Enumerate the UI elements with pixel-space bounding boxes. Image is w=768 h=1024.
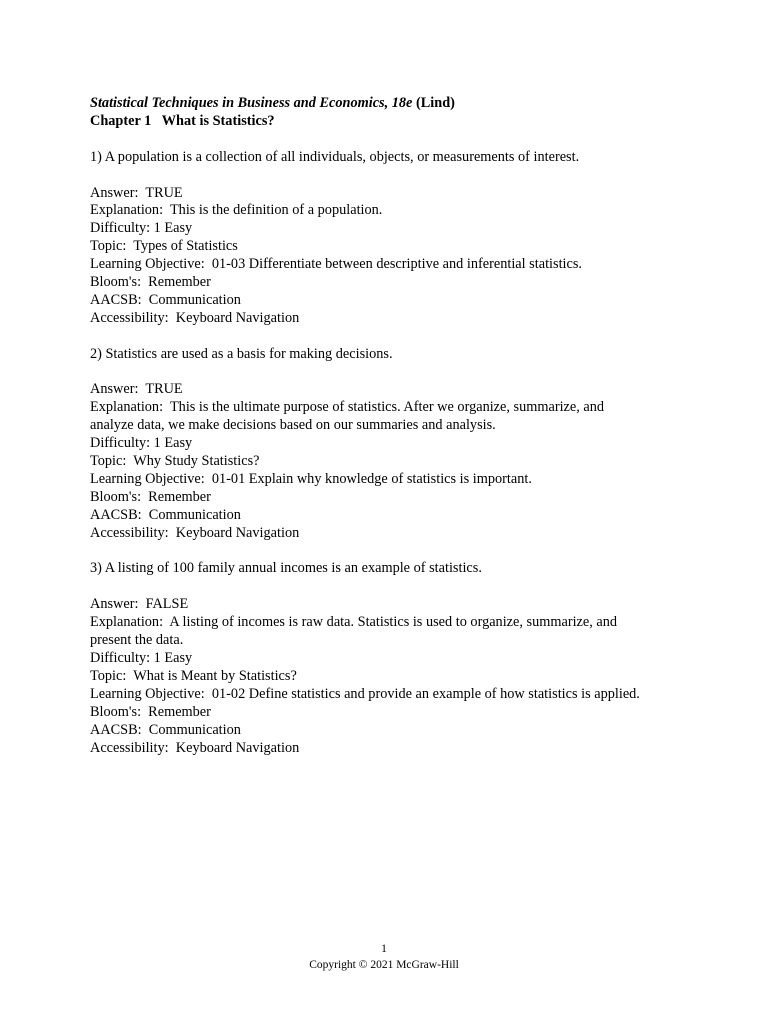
explanation-line: Explanation: This is the ultimate purpose of statistics. After we organize, summarize, and <box>90 399 605 416</box>
difficulty-line: Difficulty: 1 Easy <box>90 220 193 237</box>
explanation-line: Explanation: A listing of incomes is raw data. Statistics is used to organize, summarize, and <box>90 614 618 631</box>
blank-line <box>90 131 690 149</box>
blooms-line: Bloom's: Remember <box>90 274 211 291</box>
page-footer <box>0 941 768 973</box>
answer-line: Answer: TRUE <box>90 381 183 398</box>
copyright-notice: Copyright © 2021 McGraw-Hill <box>309 959 459 971</box>
learning-objective-line: Learning Objective: 01-02 Define statistics and provide an example of how statistics is applied. <box>90 685 640 702</box>
page-number: 1 <box>381 943 387 955</box>
explanation-line: Explanation: This is the definition of a population. <box>90 202 383 219</box>
accessibility-line: Accessibility: Keyboard Navigation <box>90 309 300 326</box>
document-header <box>90 95 690 131</box>
topic-line: Topic: Why Study Statistics? <box>90 453 260 470</box>
question-block <box>90 131 690 328</box>
blank-line <box>90 328 690 346</box>
explanation-line: analyze data, we make decisions based on our summaries and analysis. <box>90 417 496 434</box>
blank-line <box>90 167 690 185</box>
aacsb-line: AACSB: Communication <box>90 291 241 308</box>
document-page <box>90 95 690 757</box>
chapter-heading: Chapter 1 What is Statistics? <box>90 112 275 129</box>
topic-line: Topic: Types of Statistics <box>90 238 238 255</box>
book-author: (Lind) <box>412 95 455 111</box>
question-block <box>90 328 690 543</box>
blank-line <box>90 364 690 382</box>
question-text: 1) A population is a collection of all individuals, objects, or measurements of interest. <box>90 148 580 165</box>
topic-line: Topic: What is Meant by Statistics? <box>90 667 297 684</box>
questions-list <box>90 131 690 758</box>
answer-line: Answer: FALSE <box>90 596 189 613</box>
blooms-line: Bloom's: Remember <box>90 703 211 720</box>
blank-line <box>90 543 690 561</box>
question-text: 3) A listing of 100 family annual incomes is an example of statistics. <box>90 560 482 577</box>
learning-objective-line: Learning Objective: 01-03 Differentiate between descriptive and inferential statistics. <box>90 256 582 273</box>
difficulty-line: Difficulty: 1 Easy <box>90 435 193 452</box>
book-title: Statistical Techniques in Business and Economics, 18e <box>90 95 413 111</box>
accessibility-line: Accessibility: Keyboard Navigation <box>90 524 300 541</box>
aacsb-line: AACSB: Communication <box>90 721 241 738</box>
difficulty-line: Difficulty: 1 Easy <box>90 650 193 666</box>
aacsb-line: AACSB: Communication <box>90 506 241 523</box>
question-text: 2) Statistics are used as a basis for making decisions. <box>90 345 393 362</box>
blooms-line: Bloom's: Remember <box>90 488 211 505</box>
book-title-line <box>90 95 690 113</box>
answer-line: Answer: TRUE <box>90 184 183 201</box>
accessibility-line: Accessibility: Keyboard Navigation <box>90 739 300 756</box>
explanation-line: present the data. <box>90 632 184 649</box>
blank-line <box>90 578 690 596</box>
learning-objective-line: Learning Objective: 01-01 Explain why knowledge of statistics is important. <box>90 470 532 487</box>
question-block <box>90 543 690 758</box>
